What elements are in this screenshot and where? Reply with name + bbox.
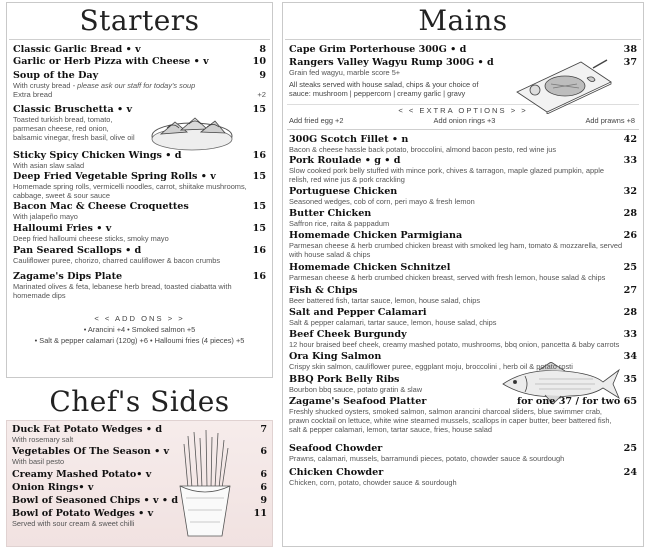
item-name: Vegetables Of The Season • v [12,446,170,457]
menu-item [7,201,272,223]
item-description: Parmesan cheese & herb crumbed chicken breast with smoked leg ham, tomato & mozzarella, served with house salad & chips [289,241,623,260]
item-price: 32 [623,186,637,197]
menu-item [7,56,272,70]
menu-item [7,44,272,56]
item-description: Freshly shucked oysters, smoked salmon, salmon arancini charcoal sliders, blue swimmer crab, prawn cocktail on lettuce, white wine steamed mussels, scallops in caper butter, beer battered fish, salt & pepper calamari, lemon, tartar sauce, fries, house salad [289,407,612,435]
item-name: Rangers Valley Wagyu Rump 300G • d [289,57,494,68]
menu-item [7,150,272,171]
item-name: Zagame's Dips Plate [13,271,123,282]
item-price: 25 [623,443,637,454]
item-price: 37 [623,57,637,68]
fries-illustration [174,428,236,538]
addons-line: • Salt & pepper calamari (120g) +6 • Halloumi fries (4 pieces) +5 [34,336,245,345]
addons-title: < < ADD ONS > > [94,314,185,323]
item-name: Pork Roulade • g • d [289,155,401,166]
item-name: Salt and Pepper Calamari [289,307,427,318]
item-price: for one 37 / for two 65 [517,396,637,407]
item-name: Pan Seared Scallops • d [13,245,142,256]
item-price: 33 [623,155,637,166]
menu-item [283,262,643,285]
item-description: Salt & pepper calamari, tartar sauce, lemon, house salad, chips [289,318,497,327]
item-name: Onion Rings• v [12,482,94,493]
item-price: 16 [252,150,266,161]
item-price: 15 [252,171,266,182]
item-price: 38 [623,44,637,55]
item-description: Deep fried halloumi cheese sticks, smoky mayo [13,234,169,243]
desc-text: With crusty bread [13,81,71,90]
item-price: 8 [259,44,266,55]
extra-label: Extra bread [13,90,53,100]
item-name: Bowl of Seasoned Chips • v • d [12,495,179,506]
item-price: 27 [623,285,637,296]
starters-heading: Starters [79,4,200,37]
item-name: Creamy Mashed Potato• v [12,469,152,480]
starters-list [7,40,272,346]
item-description: Parmesan cheese & herb crumbed chicken breast, served with fresh lemon, house salad & chips [289,273,606,282]
item-name: Halloumi Fries • v [13,223,112,234]
menu-item [283,351,643,374]
item-description: Prawns, calamari, mussels, barramundi pieces, potato, chowder sauce & sourdough [289,454,565,463]
item-name: Homemade Chicken Schnitzel [289,262,451,273]
steak-board-illustration [511,56,617,114]
extra-options-title: < < EXTRA OPTIONS > > [398,106,528,115]
addons-line: • Arancini +4 • Smoked salmon +5 [83,325,196,334]
item-price: 25 [623,262,637,273]
item-name: Homemade Chicken Parmigiana [289,230,463,241]
item-description: Bacon & cheese hassle back potato, broccolini, almond bacon pesto, red wine jus [289,145,557,154]
item-price: 16 [252,271,266,282]
item-name: Butter Chicken [289,208,372,219]
item-price: 9 [260,495,267,506]
item-price: 28 [623,208,637,219]
mains-heading: Mains [418,4,508,37]
divider [287,129,639,130]
menu-item [283,186,643,208]
item-description: Toasted turkish bread, tomato, parmesan cheese, red onion, balsamic vinegar, fresh basil, olive oil [13,115,135,143]
extra-options-row [287,116,639,126]
item-name: Zagame's Seafood Platter [289,396,427,407]
item-price: 24 [623,467,637,478]
menu-item [283,307,643,329]
item-description: Marinated olives & feta, lebanese herb bread, toasted ciabatta with homemade dips [13,282,232,301]
item-name: Classic Garlic Bread • v [13,44,141,55]
menu-item [283,155,643,186]
item-name: Duck Fat Potato Wedges • d [12,424,163,435]
item-price: 42 [623,134,637,145]
item-price: 9 [259,70,266,81]
item-name: Fish & Chips [289,285,358,296]
addons-box [7,313,272,346]
item-price: 10 [252,56,266,67]
item-name: Bacon Mac & Cheese Croquettes [13,201,189,212]
menu-item [7,223,272,245]
item-description: Cauliflower puree, chorizo, charred cauliflower & bacon crumbs [13,256,221,265]
item-description: Served with sour cream & sweet chilli [12,519,135,528]
item-description: Bourbon bbq sauce, potato gratin & slaw [289,385,423,394]
menu-item [283,208,643,230]
item-description: With basil pesto [12,457,65,466]
item-price: 35 [623,374,637,385]
item-name: BBQ Pork Belly Ribs [289,374,400,385]
item-price: 15 [252,201,266,212]
item-description: Slow cooked pork belly stuffed with mince pork, chives & tarragon, maple glazed pumpkin, apple relish, red wine jus & pork crackling [289,166,604,185]
item-price: 6 [260,446,267,457]
item-description: Seasoned wedges, cob of corn, peri mayo & fresh lemon [289,197,475,206]
extra-option: Add fried egg +2 [289,116,344,125]
sides-section [6,382,273,547]
item-description: With rosemary salt [12,435,74,444]
item-price: 34 [623,351,637,362]
item-description: Chicken, corn, potato, chowder sauce & sourdough [289,478,457,487]
item-name: Classic Bruschetta • v [13,104,133,115]
menu-item [283,230,643,262]
item-name: Beef Cheek Burgundy [289,329,407,340]
item-description: Grain fed wagyu, marble score 5+ [289,68,401,77]
item-name: Garlic or Herb Pizza with Cheese • v [13,56,209,67]
extra-option: Add prawns +8 [585,116,635,125]
menu-item [7,70,272,104]
item-name: Soup of the Day [13,70,99,81]
bruschetta-illustration [149,112,235,152]
right-column [282,2,644,547]
sides-heading: Chef's Sides [49,385,230,418]
item-description: Homemade spring rolls, vermicelli noodles, carrot, shiitake mushrooms, cabbage, sweet & sour sauce [13,182,247,201]
item-price: 6 [260,469,267,480]
item-price: 6 [260,482,267,493]
item-description: Crispy skin salmon, cauliflower puree, eggplant moju, broccolini , herb oil & potato rosti [289,362,573,371]
item-description [13,81,266,90]
item-price: 28 [623,307,637,318]
item-name: Ora King Salmon [289,351,382,362]
item-description: With jalapeño mayo [13,212,78,221]
left-column [6,2,273,547]
item-name: Seafood Chowder [289,443,383,454]
item-price: 33 [623,329,637,340]
menu-item [283,329,643,351]
item-description: Beer battered fish, tartar sauce, lemon, house salad, chips [289,296,481,305]
item-name: Chicken Chowder [289,467,384,478]
item-price: 15 [252,223,266,234]
item-name: Portuguese Chicken [289,186,398,197]
menu-item [283,374,643,396]
item-description: 12 hour braised beef cheek, creamy mashed potato, mushrooms, bbq onion, pancetta & baby carrots [289,340,620,349]
extra-price: +2 [257,90,266,100]
menu-item [7,245,272,271]
menu-item [283,443,643,467]
menu-item [283,134,643,155]
item-price: 26 [623,230,637,241]
item-description: With asian slaw salad [13,161,85,170]
item-price: 7 [260,424,267,435]
item-price: 11 [253,508,267,519]
steak-note-text: All steaks served with house salad, chips & your choice of sauce: mushroom | peppercorn | creamy garlic | gravy [289,80,479,99]
item-name: Cape Grim Porterhouse 300G • d [289,44,467,55]
desc-note: - please ask our staff for today's soup [72,81,196,90]
menu-item [7,171,272,201]
menu-item [7,271,272,311]
item-price: 16 [252,245,266,256]
mains-list [283,40,643,489]
item-name: 300G Scotch Fillet • n [289,134,409,145]
extra-line [13,90,266,99]
item-description: Saffron rice, raita & pappadum [289,219,390,228]
menu-item [283,285,643,307]
menu-item [283,396,643,443]
item-name: Sticky Spicy Chicken Wings • d [13,150,182,161]
extra-option: Add onion rings +3 [433,116,496,125]
mains-section [282,2,644,547]
menu-item [283,467,643,489]
item-name: Bowl of Potato Wedges • v [12,508,154,519]
item-price: 15 [252,104,266,115]
item-name: Deep Fried Vegetable Spring Rolls • v [13,171,216,182]
menu-item [7,104,272,150]
starters-section [6,2,273,378]
